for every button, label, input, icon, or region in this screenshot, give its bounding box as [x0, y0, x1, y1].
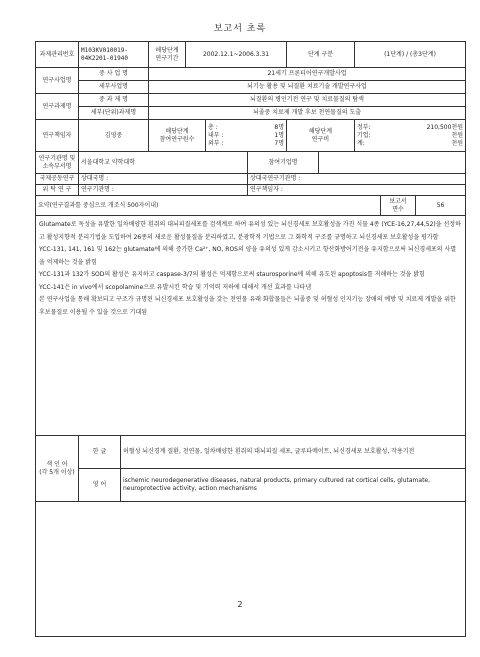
intl-label: 국제공동연구 — [36, 174, 79, 185]
program-sub-label: 세부사업명 — [79, 81, 149, 94]
stage-period-label — [149, 42, 186, 68]
researcher-row — [36, 120, 466, 152]
institution-label-line: 연구기관명 및 — [38, 154, 76, 162]
task-sub-value: 뇌졸중 치료제 개발 후보 천연물질의 도출 — [149, 107, 466, 120]
stage-period-label-line: 해당단계 — [155, 46, 179, 54]
budget-label-line: 연구비 — [311, 135, 330, 143]
pages-label — [381, 196, 416, 216]
intl-row — [36, 174, 466, 185]
participant-total-value: 8명 — [274, 123, 284, 131]
task-label: 연구과제명 — [36, 94, 79, 120]
summary-body-row — [36, 216, 466, 436]
keywords-en-value: ischemic neurodegenerative diseases, natural products, primary cultured rat cortical cells, glutamate, neuroprotective activity, action mechanisms — [121, 469, 466, 502]
summary-paragraph: YCC-131과 132가 SOD의 활성은 유지하고 caspase-3/7의 활성은 억제함으로써 staurosporine에 의해 유도된 apoptosis를 저해하는 것을 밝힘 — [39, 271, 425, 278]
keywords-label — [36, 436, 79, 502]
pages-label-line: 보고서 — [389, 197, 407, 205]
task-row — [36, 94, 466, 107]
summary-paragraph: YCC-141은 in vivo에서 scopolamine으로 유발시킨 학습 및 기억력 저하에 대해서 개선 효과를 나타냄 — [39, 283, 312, 291]
budget-total-key: 계: — [357, 139, 365, 147]
institution-row — [36, 152, 466, 174]
summary-body — [36, 216, 466, 436]
pages-label-line: 면수 — [392, 205, 404, 213]
program-main-value: 21세기 프론티어연구개발사업 — [149, 68, 466, 81]
program-main-label: 중 사 업 명 — [79, 68, 149, 81]
blank-area — [36, 502, 466, 637]
project-id-line: M103KV010019- — [81, 46, 128, 54]
company-value — [319, 152, 466, 174]
keywords-ko-label: 한 글 — [79, 436, 121, 469]
participant-internal-key: 내부 : — [208, 131, 224, 139]
keywords-label-line: (각 5개 이상) — [39, 468, 75, 476]
pages-value: 56 — [416, 196, 466, 216]
institution-label-line: 소속부서명 — [42, 162, 72, 170]
keywords-ko-row — [36, 436, 466, 469]
researcher-name: 김영중 — [79, 120, 149, 152]
blank-area-row — [36, 502, 466, 637]
program-sub-row — [36, 81, 466, 94]
participants-label-line: 참여연구원수 — [159, 135, 195, 143]
stage-period-label-line: 연구기간 — [155, 54, 179, 62]
task-main-label: 중 과 제 명 — [79, 94, 149, 107]
program-row — [36, 68, 466, 81]
keywords-label-line: 색 인 어 — [46, 460, 68, 468]
intl-partner-country: 상대국명 : — [79, 174, 248, 185]
consign-institution: 연구기관명 : — [79, 185, 248, 196]
budget-gov-key: 정부: — [357, 123, 371, 131]
consign-row — [36, 185, 466, 196]
institution-label — [36, 152, 79, 174]
institution-value: 서울대학교 약학대학 — [79, 152, 248, 174]
project-id-value — [79, 42, 149, 68]
budget-label-line: 해당단계 — [308, 127, 333, 135]
participant-external-key: 외부 : — [208, 139, 224, 147]
program-sub-value: 뇌기능 활용 및 뇌질환 치료기술 개발연구사업 — [149, 81, 466, 94]
task-main-value: 뇌질환의 병인기전 연구 및 치료물질의 탐색 — [149, 94, 466, 107]
consign-leader: 연구책임자 : — [248, 185, 466, 196]
budget-label — [287, 120, 355, 152]
consign-label: 위 탁 연 구 — [36, 185, 79, 196]
company-label: 참여기업명 — [248, 152, 319, 174]
participant-external-value: 7명 — [274, 139, 284, 147]
participants-label — [149, 120, 206, 152]
summary-header-row — [36, 196, 466, 216]
participant-total-key: 총 : — [208, 123, 218, 131]
summary-paragraph: Glutamate로 독성을 유발한 일차배양한 흰쥐의 대뇌피질세포를 검색계로 하여 유의성 있는 뇌신경세포 보호활성을 가진 식물 4종 (YCE-16,27,44,52)을 선정하고 활성지향적 분리기법을 도입하여 26종의 새로운 활성물질을 분리하였고, 분광학적 기법으로 그 화학적 구조를 규명하고 뇌신경세포 보호활성을 평가함 — [39, 221, 461, 241]
stage-label: 단계 구분 — [287, 42, 355, 68]
keywords-en-label: 영 어 — [79, 469, 121, 502]
stage-value: (1단계) / (총3단계) — [355, 42, 466, 68]
summary-paragraph: YCC-131, 141, 161 및 162는 glutamate에 의해 증가한 Ca²⁺, NO, ROS의 양을 유의성 있게 감소시키고 항산화방어기전을 유지함으로써 뇌신경세포의 사멸을 억제하는 것을 밝힘 — [39, 246, 457, 266]
project-id-line: 04K2201-01940 — [81, 54, 128, 62]
budget-value — [355, 120, 466, 152]
intl-partner-institution: 상대국연구기관명 : — [248, 174, 466, 185]
report-abstract-table — [35, 41, 466, 637]
project-row — [36, 42, 466, 68]
budget-gov-value: 210,500천원 — [426, 123, 464, 131]
budget-company-value: 천원 — [451, 131, 464, 139]
researcher-label: 연구책임자 — [36, 120, 79, 152]
participant-internal-value: 1명 — [274, 131, 284, 139]
page-title: 보고서 초록 — [213, 24, 267, 34]
task-sub-label: 세부(단위)과제명 — [79, 107, 149, 120]
budget-total-value: 천원 — [451, 139, 464, 147]
page-number: 2 — [237, 600, 243, 609]
summary-paragraph: 본 연구사업을 통해 확보되고 구조가 규명된 뇌신경세포 보호활성을 갖는 천연물 유래 화합물들은 뇌졸중 및 허혈성 인지기능 장애의 예방 및 치료제 개발을 위한 후보물질로 이용될 수 있을 것으로 기대됨 — [39, 296, 456, 316]
budget-company-key: 기업: — [357, 131, 371, 139]
keywords-en-row — [36, 469, 466, 502]
keywords-ko-value: 허혈성 뇌신경계 질환, 천연물, 일차배양한 흰쥐의 대뇌피질 세포, 글루타메이트, 뇌신경세포 보호활성, 작용기전 — [121, 436, 466, 469]
program-label: 연구사업명 — [36, 68, 79, 94]
participants-label-line: 해당단계 — [165, 127, 189, 135]
summary-label: 요약(연구결과를 중심으로 개조식 500자이내) — [36, 196, 381, 216]
project-id-label: 과제관리번호 — [36, 42, 79, 68]
task-sub-row — [36, 107, 466, 120]
participants-value — [206, 120, 287, 152]
period-value: 2002.12.1~2006.3.31 — [186, 42, 287, 68]
